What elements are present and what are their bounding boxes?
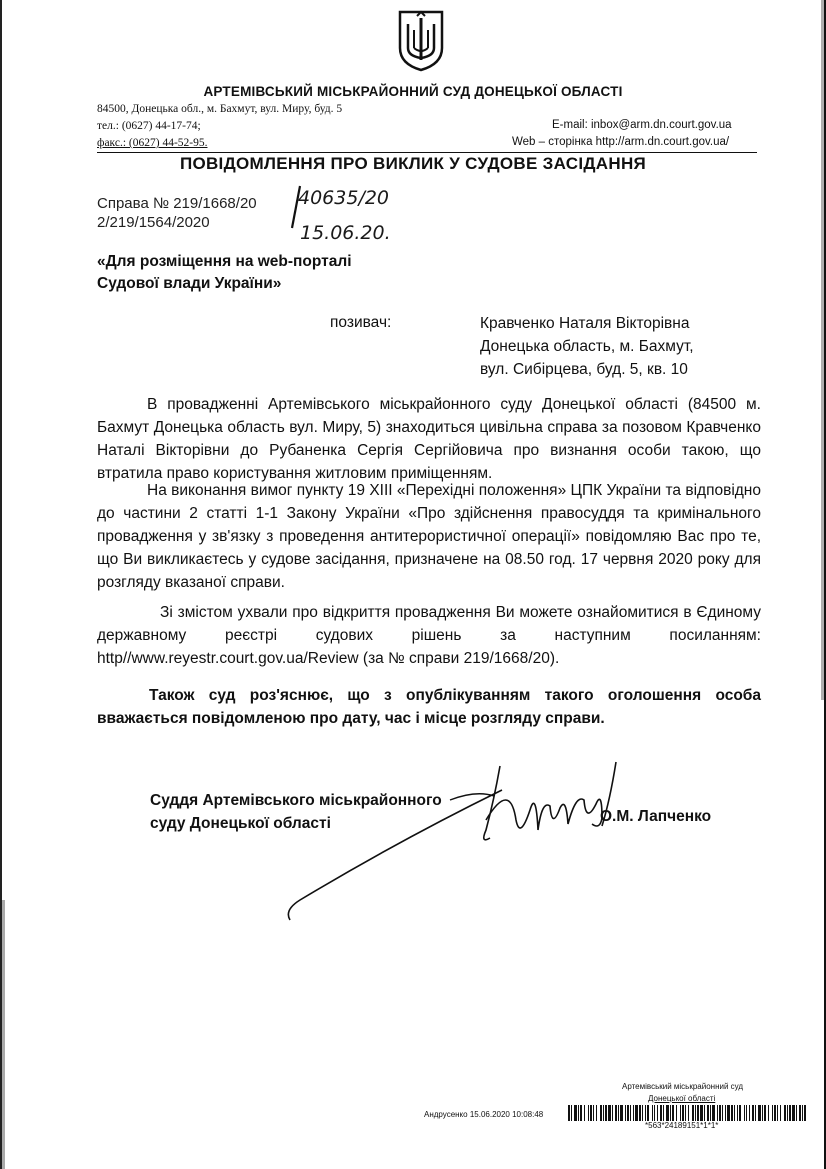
court-web-link: Web – сторінка http://arm.dn.court.gov.ua/ xyxy=(512,136,730,148)
plaintiff-address-line-1: Донецька область, м. Бахмут, xyxy=(480,338,694,355)
stamp-region: Донецької області xyxy=(648,1094,716,1103)
plaintiff-name: Кравченко Наталя Вікторівна xyxy=(480,315,690,332)
court-fax: факс.: (0627) 44-52-95. xyxy=(97,137,208,149)
header-divider xyxy=(97,152,757,153)
court-address: 84500, Донецька обл., м. Бахмут, вул. Миру, буд. 5 xyxy=(97,103,343,115)
judge-title-line-2: суду Донецької області xyxy=(150,815,331,832)
case-number: Справа № 219/1668/20 xyxy=(97,195,257,212)
handwritten-registration-number: 40635/20 xyxy=(298,187,390,209)
stamp-court-name: Артемівський міськрайонний суд xyxy=(622,1082,744,1091)
paragraph-registry-link: Зі змістом ухвали про відкриття провадження Ви можете ознайомитися в Єдиному державному реєстрі судових рішень за наступним посиланням: http//www.reyestr.court.gov.ua/Review (за № справи 219/1668/20). xyxy=(97,604,761,667)
portal-note-line-1: «Для розміщення на web-порталі xyxy=(97,253,352,270)
barcode xyxy=(568,1105,806,1121)
paragraph-explanation: Також суд роз'яснює, що з опублікуванням такого оголошення особа вважається повідомленою про дату, час і місце розгляду справи. xyxy=(97,687,761,727)
portal-note xyxy=(97,251,352,295)
notice-title: ПОВІДОМЛЕННЯ ПРО ВИКЛИК У СУДОВЕ ЗАСІДАННЯ xyxy=(179,154,647,173)
handwritten-registration-date: 15.06.20. xyxy=(300,222,391,244)
court-name: АРТЕМІВСЬКИЙ МІСЬКРАЙОННИЙ СУД ДОНЕЦЬКОЇ ОБЛАСТІ xyxy=(203,84,623,99)
coat-of-arms-icon xyxy=(396,8,446,72)
plaintiff-block xyxy=(480,312,694,381)
plaintiff-label: позивач: xyxy=(330,314,392,331)
stamp-user-timestamp: Андрусенко 15.06.2020 10:08:48 xyxy=(424,1110,544,1119)
plaintiff-address-line-2: вул. Сибірцева, буд. 5, кв. 10 xyxy=(480,361,688,378)
portal-note-line-2: Судової влади України» xyxy=(97,275,282,292)
paragraph-case-description: В провадженні Артемівського міськрайонного суду Донецької області (84500 м. Бахмут Донецька область вул. Миру, 5) знаходиться цивільна справа за позовом Кравченко Наталі Вікторівни до Рубаненка Сергія Сергійовича про визнання особи такою, що втратила право користування житловим приміщенням. xyxy=(97,396,761,482)
scan-edge-right xyxy=(814,0,826,1169)
scan-edge-left xyxy=(0,0,8,1169)
proceeding-number: 2/219/1564/2020 xyxy=(97,214,210,231)
judge-title-line-1: Суддя Артемівського міськрайонного xyxy=(150,792,442,809)
court-phone: тел.: (0627) 44-17-74; xyxy=(97,120,201,132)
court-email: E-mail: inbox@arm.dn.court.gov.ua xyxy=(552,119,732,131)
judge-name: О.М. Лапченко xyxy=(600,808,712,825)
handwritten-signature xyxy=(280,760,620,930)
paragraph-summons: На виконання вимог пункту 19 XIII «Перехідні положення» ЦПК України та відповідно до частини 2 статті 1-1 Закону України «Про здійснення правосуддя та кримінального провадження у зв'язку з проведення антитерористичної операції» повідомляю Вас про те, що Ви викликаєтесь у судове засідання, призначене на 08.50 год. 17 червня 2020 року для розгляду вказаної справи. xyxy=(97,482,761,591)
barcode-number: *563*24189151*1*1* xyxy=(645,1121,719,1130)
